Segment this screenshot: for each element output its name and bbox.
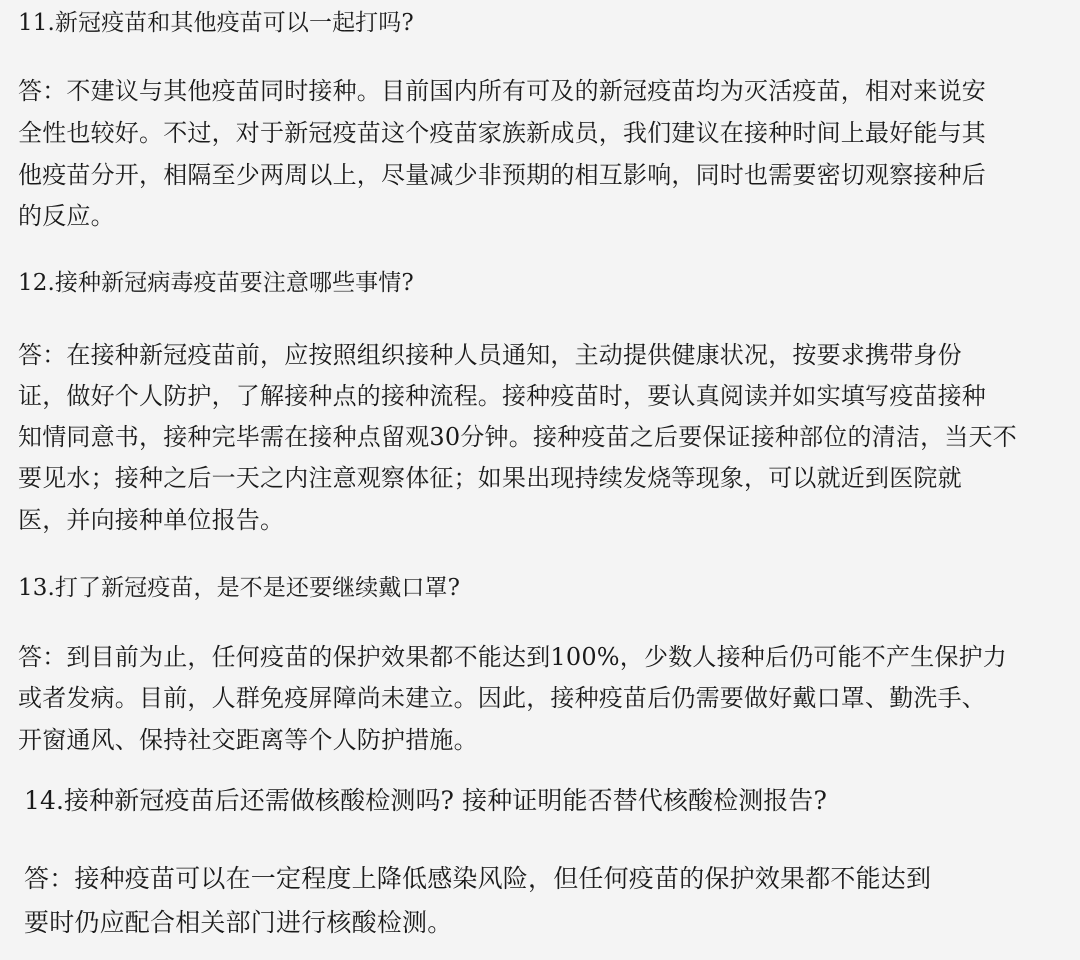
answer-12-line-1: 答：在接种新冠疫苗前，应按照组织接种人员通知，主动提供健康状况，按要求携带身份: [18, 341, 962, 369]
answer-12-line-5: 医，并向接种单位报告。: [18, 506, 285, 534]
answer-14-line-1: 答：接种疫苗可以在一定程度上降低感染风险，但任何疫苗的保护效果都不能达到: [24, 864, 932, 893]
answer-11-line-3: 他疫苗分开，相隔至少两周以上，尽量减少非预期的相互影响，同时也需要密切观察接种后: [18, 161, 986, 189]
question-13: 13.打了新冠疫苗，是不是还要继续戴口罩?: [18, 575, 461, 601]
answer-11-line-2: 全性也较好。不过，对于新冠疫苗这个疫苗家族新成员，我们建议在接种时间上最好能与其: [18, 119, 986, 147]
answer-12-line-3: 知情同意书，接种完毕需在接种点留观30分钟。接种疫苗之后要保证接种部位的清洁，当天不: [18, 423, 1017, 451]
answer-13-line-3: 开窗通风、保持社交距离等个人防护措施。: [18, 726, 478, 754]
answer-12-line-4: 要见水；接种之后一天之内注意观察体征；如果出现持续发烧等现象，可以就近到医院就: [18, 464, 962, 492]
answer-13-line-1: 答：到目前为止，任何疫苗的保护效果都不能达到100%，少数人接种后仍可能不产生保护力: [18, 643, 1008, 671]
question-12: 12.接种新冠病毒疫苗要注意哪些事情?: [18, 270, 414, 296]
answer-13-line-2: 或者发病。目前，人群免疫屏障尚未建立。因此，接种疫苗后仍需要做好戴口罩、勤洗手、: [18, 684, 986, 712]
answer-11-line-1: 答：不建议与其他疫苗同时接种。目前国内所有可及的新冠疫苗均为灭活疫苗，相对来说安: [18, 77, 986, 105]
answer-12-line-2: 证，做好个人防护，了解接种点的接种流程。接种疫苗时，要认真阅读并如实填写疫苗接种: [18, 382, 986, 410]
question-11: 11.新冠疫苗和其他疫苗可以一起打吗?: [18, 10, 414, 36]
question-14: 14.接种新冠疫苗后还需做核酸检测吗? 接种证明能否替代核酸检测报告?: [24, 786, 828, 815]
answer-11-line-4: 的反应。: [18, 202, 115, 230]
answer-14-line-2: 要时仍应配合相关部门进行核酸检测。: [24, 908, 453, 937]
